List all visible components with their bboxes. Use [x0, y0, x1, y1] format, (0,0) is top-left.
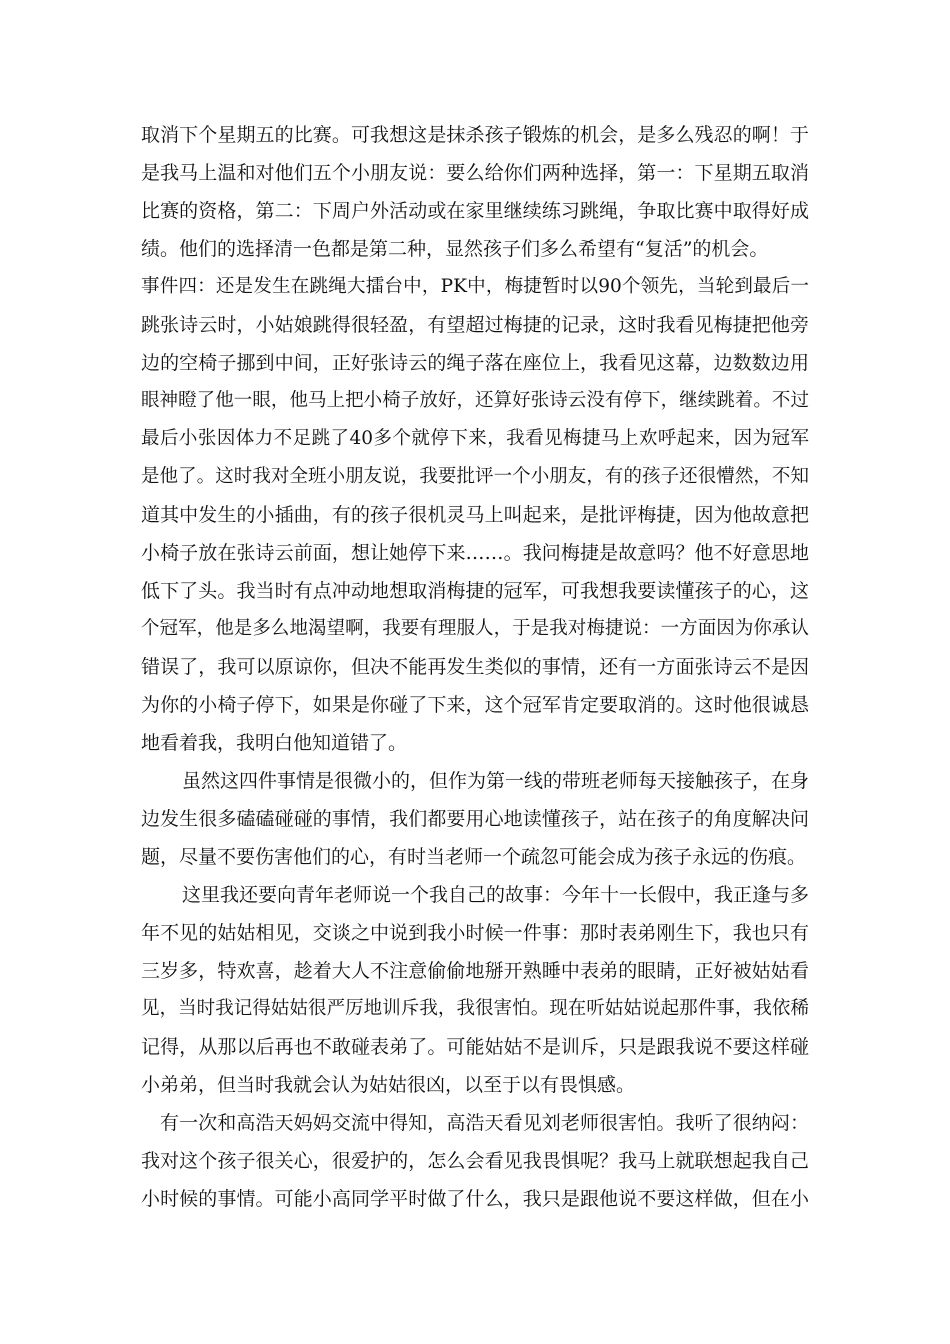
text-line: 题，尽量不要伤害他们的心，有时当老师一个疏忽可能会成为孩子永远的伤痕。	[141, 846, 807, 868]
text-line: 地看着我，我明白他知道错了。	[141, 732, 408, 754]
text-line: 边发生很多磕磕碰碰的事情，我们都要用心地读懂孩子，站在孩子的角度解决问	[141, 808, 809, 830]
text-line: 见，当时我记得姑姑很严厉地训斥我，我很害怕。现在听姑姑说起那件事，我依稀	[141, 998, 809, 1019]
text-line: 边的空椅子挪到中间，正好张诗云的绳子落在座位上，我看见这幕，边数数边用	[141, 352, 809, 374]
text-line: 年不见的姑姑相见，交谈之中说到我小时候一件事：那时表弟刚生下，我也只有	[141, 922, 809, 944]
text-line: 比赛的资格，第二：下周户外活动或在家里继续练习跳绳，争取比赛中取得好成	[141, 200, 809, 222]
text-line: 是我马上温和对他们五个小朋友说：要么给你们两种选择，第一：下星期五取消	[141, 162, 809, 184]
paragraph-first-line: 有一次和高浩天妈妈交流中得知，高浩天看见刘老师很害怕。我听了很纳闷：	[160, 1112, 809, 1134]
text-line: 小时候的事情。可能小高同学平时做了什么，我只是跟他说不要这样做，但在小	[141, 1188, 809, 1210]
text-line: 小弟弟，但当时我就会认为姑姑很凶，以至于以有畏惧感。	[141, 1074, 636, 1096]
text-line: 取消下个星期五的比赛。可我想这是抹杀孩子锻炼的机会，是多么残忍的啊！于	[141, 124, 809, 146]
text-line: 记得，从那以后再也不敢碰表弟了。可能姑姑不是训斥，只是跟我说不要这样碰	[141, 1036, 809, 1058]
text-line: 眼神瞪了他一眼，他马上把小椅子放好，还算好张诗云没有停下，继续跳着。不过	[141, 390, 809, 411]
text-line: 错误了，我可以原谅你，但决不能再发生类似的事情，还有一方面张诗云不是因	[141, 656, 809, 678]
text-line: 是他了。这时我对全班小朋友说，我要批评一个小朋友，有的孩子还很懵然，不知	[141, 466, 809, 487]
text-line: 个冠军，他是多么地渴望啊，我要有理服人，于是我对梅捷说：一方面因为你承认	[141, 618, 809, 639]
text-line: 道其中发生的小插曲，有的孩子很机灵马上叫起来，是批评梅捷，因为他故意把	[141, 504, 809, 526]
text-line: 小椅子放在张诗云前面，想让她停下来……。我问梅捷是故意吗？他不好意思地	[141, 542, 809, 564]
text-line: 我对这个孩子很关心，很爱护的，怎么会看见我畏惧呢？我马上就联想起我自己	[141, 1150, 809, 1172]
paragraph-first-line: 虽然这四件事情是很微小的，但作为第一线的带班老师每天接触孩子，在身	[182, 770, 809, 792]
text-line: 三岁多，特欢喜，趁着大人不注意偷偷地掰开熟睡中表弟的眼睛，正好被姑姑看	[141, 960, 809, 982]
text-line: 为你的小椅子停下，如果是你碰了下来，这个冠军肯定要取消的。这时他很诚恳	[141, 694, 809, 716]
text-line: 低下了头。我当时有点冲动地想取消梅捷的冠军，可我想我要读懂孩子的心，这	[141, 580, 809, 602]
paragraph-first-line: 这里我还要向青年老师说一个我自己的故事：今年十一长假中，我正逢与多	[182, 884, 809, 906]
text-line: 事件四：还是发生在跳绳大擂台中，PK中，梅捷暂时以90个领先，当轮到最后一	[141, 276, 809, 297]
text-line: 最后小张因体力不足跳了40多个就停下来，我看见梅捷马上欢呼起来，因为冠军	[141, 428, 809, 449]
text-line: 跳张诗云时，小姑娘跳得很轻盈，有望超过梅捷的记录，这时我看见梅捷把他旁	[141, 314, 809, 336]
text-line: 绩。他们的选择清一色都是第二种，显然孩子们多么希望有“复活”的机会。	[141, 238, 769, 260]
